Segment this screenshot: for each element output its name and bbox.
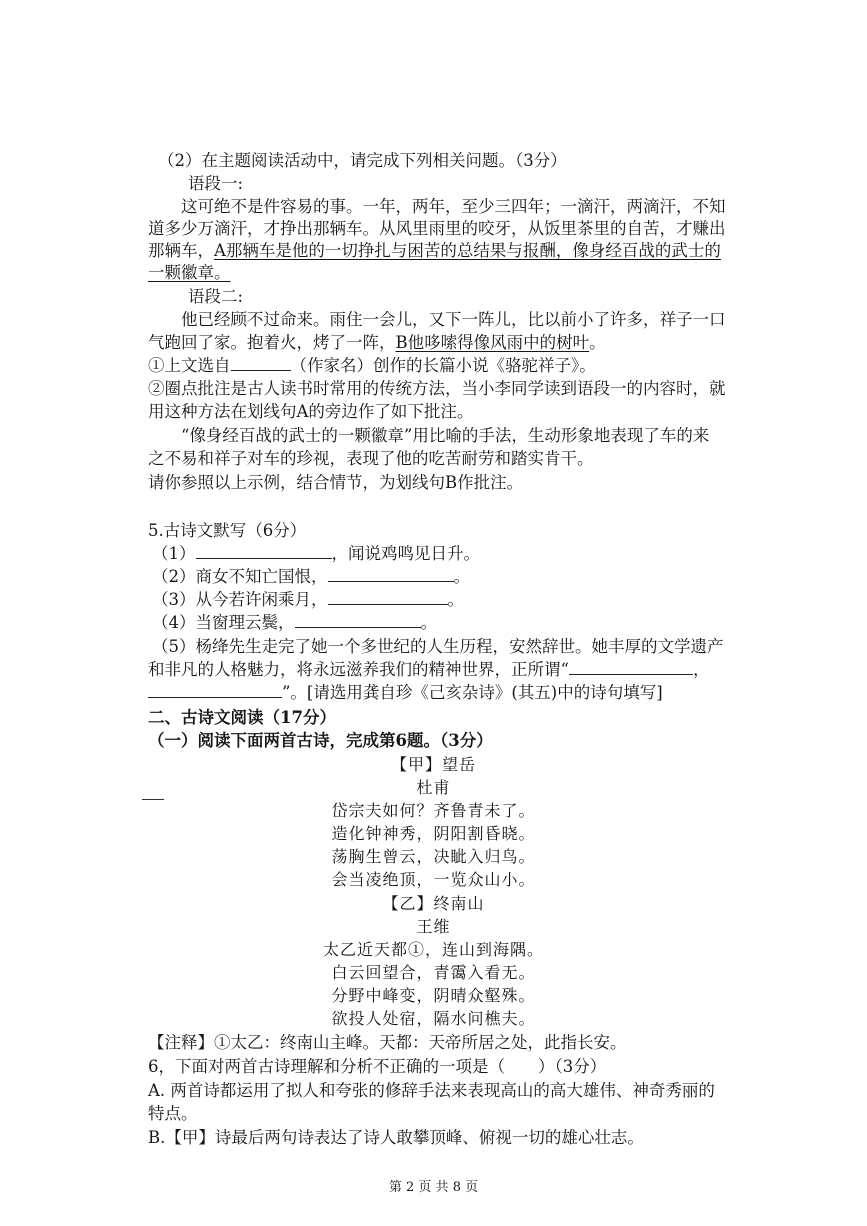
segment1-label: 语段一: (188, 174, 244, 193)
segment1-line2: 道多少万滴汗，才挣出那辆车。从风里雨里的咬牙，从饭里茶里的自苦，才赚出 (148, 219, 726, 238)
q5-line5-part2-text: 和非凡的人格魅力，将永远滋养我们的精神世界，正所谓“ (148, 660, 569, 679)
q2-item1-post: （作家名）创作的长篇小说《骆驼祥子》。 (290, 356, 596, 375)
dictation-blank-6[interactable] (148, 683, 282, 698)
q5-line2 (152, 566, 470, 588)
q5-line3-text: （3）从今若许闲乘月， (152, 590, 328, 609)
poem-a-line: 会当凌绝顶，一览众山小。 (331, 870, 536, 889)
dictation-blank-1[interactable] (196, 544, 332, 559)
q5-line4-text: （4）当窗理云鬓， (152, 613, 295, 632)
annotation-example-line1: “像身经百战的武士的一颗徽章”用比喻的手法，生动形象地表现了车的来 (181, 426, 710, 445)
dictation-blank-3[interactable] (328, 590, 448, 605)
poem-a-line: 造化钟神秀，阴阳割昏晓。 (331, 824, 536, 843)
dictation-blank-2[interactable] (328, 567, 454, 582)
q5-line5-part3 (148, 682, 663, 704)
q5-line5-comma: ， (692, 660, 710, 679)
segment1-line3-text: 那辆车， (148, 241, 214, 260)
margin-mark (142, 799, 164, 800)
q5-line1-number: （1） (152, 544, 196, 563)
q2-title: （2）在主题阅读活动中，请完成下列相关问题。（3分） (158, 151, 567, 170)
poem-a-author: 杜甫 (416, 778, 451, 797)
poem-a-title: 【甲】望岳 (390, 755, 476, 774)
q2-item2-line1: ②圈点批注是古人读书时常用的传统方法，当小李同学读到语段一的内容时，就 (148, 379, 726, 398)
q5-line5: （5）杨绛先生走完了她一个多世纪的人生历程，安然辞世。她丰厚的文学遗产 (152, 637, 724, 656)
q5-line4 (152, 612, 437, 634)
dictation-blank-5[interactable] (569, 660, 693, 675)
segment2-line1: 他已经顾不过命来。雨住一会儿，又下一阵儿，比以前小了许多，祥子一口 (181, 310, 726, 329)
q5-line3 (152, 589, 464, 611)
segment2-label: 语段二: (188, 287, 244, 306)
q5-line4-end: 。 (420, 613, 437, 632)
q6-option-b[interactable]: B.【甲】诗最后两句诗表达了诗人敢攀顶峰、俯视一切的雄心壮志。 (148, 1128, 644, 1147)
segment2-line2 (148, 332, 606, 354)
dictation-blank-4[interactable] (295, 613, 421, 628)
segment1-line1: 这可绝不是件容易的事。一年，两年，至少三四年；一滴汗，两滴汗，不知 (181, 197, 726, 216)
q5-line2-end: 。 (453, 567, 470, 586)
q2-item1 (148, 355, 596, 377)
segment1-line3 (148, 240, 721, 262)
poem-b-line: 白云回望合，青霭入看无。 (331, 963, 536, 982)
section2-sub1: （一）阅读下面两首古诗，完成第6题。（3分） (148, 731, 493, 750)
author-answer-blank[interactable] (231, 356, 291, 371)
poem-b-author: 王维 (416, 917, 451, 936)
section2-title: 二、古诗文阅读（17分） (148, 708, 336, 727)
q5-line5-part3-text: ”。[请选用龚自珍《己亥杂诗》(其五)中的诗句填写] (282, 683, 663, 702)
underlined-sentence-b: B他哆嗦得像风雨中的树叶 (395, 333, 590, 352)
q5-line5-part2 (148, 659, 709, 681)
q5-line2-text: （2）商女不知亡国恨， (152, 567, 328, 586)
annotation-example-line2: 之不易和祥子对车的珍视，表现了他的吃苦耐劳和踏实肯干。 (148, 449, 594, 468)
q5-line1-text: ，闻说鸡鸣见日升。 (331, 544, 480, 563)
q6-option-a-line2[interactable]: 特点。 (148, 1104, 198, 1123)
poem-b-line: 太乙近天都①，连山到海隅。 (322, 940, 544, 959)
q5-line3-end: 。 (447, 590, 464, 609)
poem-b-title: 【乙】终南山 (382, 894, 485, 913)
underlined-sentence-a-end: 一颗徽章。 (148, 263, 231, 282)
q5-title: 5.古诗文默写（6分） (148, 521, 307, 540)
page-footer: 第 2 页 共 8 页 (388, 1180, 479, 1195)
q2-task: 请你参照以上示例，结合情节，为划线句B作批注。 (148, 473, 524, 492)
underlined-sentence-a: A那辆车是他的一切挣扎与困苦的总结果与报酬，像身经百战的武士的 (214, 241, 721, 260)
poem-a-line: 岱宗夫如何？齐鲁青未了。 (331, 801, 536, 820)
q6-option-a-line1[interactable]: A. 两首诗都运用了拟人和夸张的修辞手法来表现高山的高大雄伟、神奇秀丽的 (148, 1081, 715, 1100)
q5-line1 (152, 543, 480, 565)
poem-annotation: 【注释】①太乙：终南山主峰。天都：天帝所居之处，此指长安。 (148, 1033, 627, 1052)
q2-item1-pre: ①上文选自 (148, 356, 231, 375)
segment2-line2-text: 气跑回了家。抱着火，烤了一阵， (148, 333, 396, 352)
q6-stem: 6，下面对两首古诗理解和分析不正确的一项是（ ）（3分） (148, 1057, 607, 1076)
segment2-period: 。 (589, 333, 606, 352)
q2-item2-line2: 用这种方法在划线句A的旁边作了如下批注。 (148, 402, 474, 421)
poem-b-line: 分野中峰变，阴晴众壑殊。 (331, 986, 536, 1005)
poem-b-line: 欲投人处宿，隔水问樵夫。 (331, 1009, 536, 1028)
poem-a-line: 荡胸生曾云，决眦入归鸟。 (331, 847, 536, 866)
